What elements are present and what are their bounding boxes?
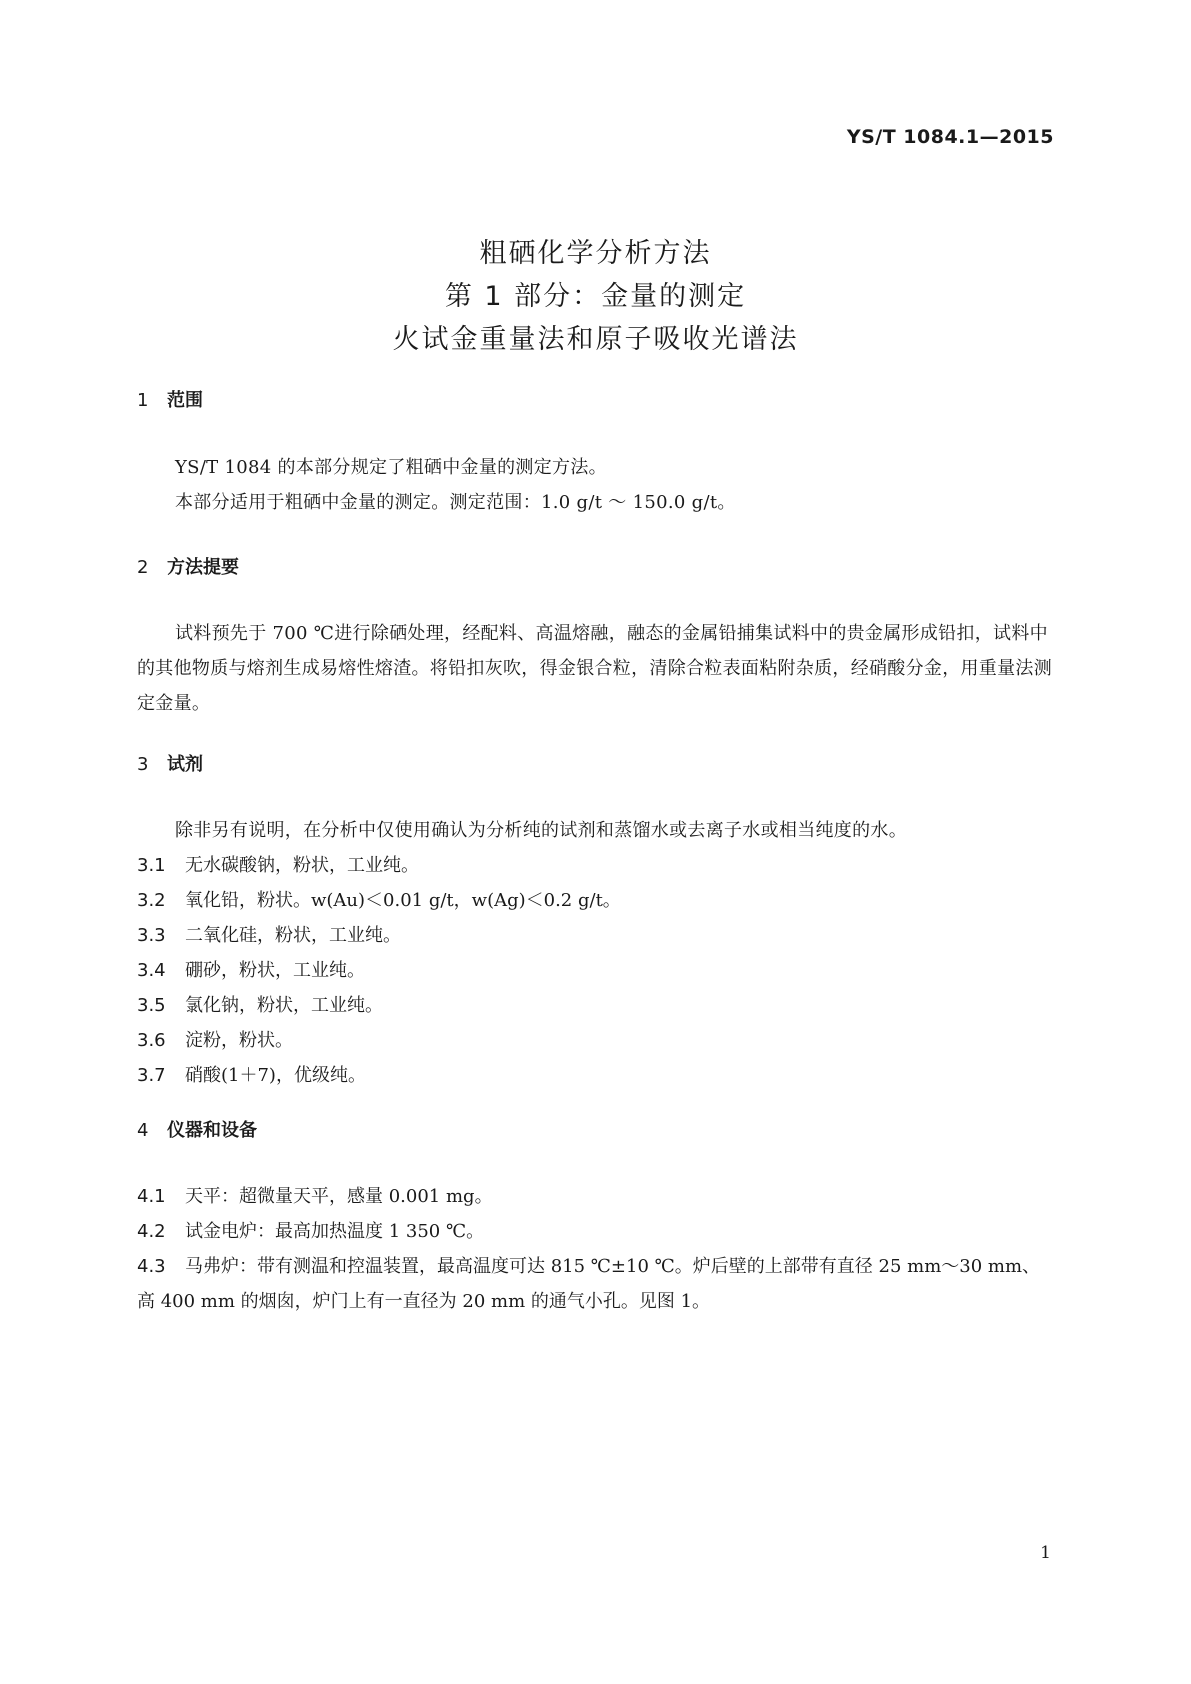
list-item: [137, 1179, 1057, 1214]
section-number: 2: [137, 557, 149, 578]
document-title: [0, 232, 1191, 361]
item-text: 淀粉，粉状。: [185, 1030, 293, 1051]
item-number: 4.3: [137, 1256, 166, 1277]
item-number: 4.1: [137, 1186, 166, 1207]
section-title: 试剂: [167, 754, 203, 775]
item-text: 天平：超微量天平，感量 0.001 mg。: [185, 1186, 493, 1207]
section-number: 3: [137, 754, 149, 775]
item-number: 3.7: [137, 1065, 166, 1086]
list-item: [137, 1249, 1057, 1319]
list-item: [137, 1058, 1057, 1093]
title-line-1: 粗硒化学分析方法: [479, 238, 712, 269]
section-3-intro: 除非另有说明，在分析中仅使用确认为分析纯的试剂和蒸馏水或去离子水或相当纯度的水。: [175, 820, 907, 841]
section-number: 1: [137, 390, 149, 411]
item-number: 3.4: [137, 960, 166, 981]
section-1-heading: [137, 386, 203, 412]
item-number: 3.3: [137, 925, 166, 946]
list-item: [137, 918, 1057, 953]
section-title: 方法提要: [167, 557, 239, 578]
title-line-3: 火试金重量法和原子吸收光谱法: [392, 324, 799, 355]
item-text: 氧化铅，粉状。w(Au)＜0.01 g/t，w(Ag)＜0.2 g/t。: [185, 890, 621, 911]
item-number: 4.2: [137, 1221, 166, 1242]
section-1-paragraph-2: 本部分适用于粗硒中金量的测定。测定范围：1.0 g/t ～ 150.0 g/t。: [175, 492, 736, 513]
list-item: [137, 883, 1057, 918]
page-number: 1: [1040, 1543, 1051, 1563]
item-text: 硼砂，粉状，工业纯。: [185, 960, 365, 981]
item-number: 3.2: [137, 890, 166, 911]
section-title: 仪器和设备: [167, 1120, 257, 1141]
item-number: 3.1: [137, 855, 166, 876]
title-line-2: 第 1 部分：金量的测定: [444, 281, 747, 312]
standard-code: YS/T 1084.1—2015: [846, 126, 1054, 148]
item-text: 硝酸(1＋7)，优级纯。: [185, 1065, 366, 1086]
section-2-heading: [137, 553, 239, 579]
list-item: [137, 988, 1057, 1023]
section-number: 4: [137, 1120, 149, 1141]
item-number: 3.6: [137, 1030, 166, 1051]
section-3-heading: [137, 750, 203, 776]
item-text: 马弗炉：带有测温和控温装置，最高温度可达 815 ℃±10 ℃。炉后壁的上部带有直径 25 mm～30 mm、高 400 mm 的烟囱，炉门上有一直径为 20 mm 的通气小孔。见图 1。: [137, 1256, 1041, 1312]
list-item: [137, 848, 1057, 883]
section-4-heading: [137, 1116, 257, 1142]
item-text: 二氧化硅，粉状，工业纯。: [185, 925, 401, 946]
list-item: [137, 1214, 1057, 1249]
section-2-paragraph: 试料预先于 700 ℃进行除硒处理，经配料、高温熔融，融态的金属铅捕集试料中的贵金属形成铅扣，试料中的其他物质与熔剂生成易熔性熔渣。将铅扣灰吹，得金银合粒，清除合粒表面粘附杂质，经硝酸分金，用重量法测定金量。: [137, 623, 1052, 714]
list-item: [137, 1023, 1057, 1058]
item-text: 无水碳酸钠，粉状，工业纯。: [185, 855, 419, 876]
section-1-paragraph-1: YS/T 1084 的本部分规定了粗硒中金量的测定方法。: [175, 457, 607, 478]
item-number: 3.5: [137, 995, 166, 1016]
section-title: 范围: [167, 390, 203, 411]
item-text: 试金电炉：最高加热温度 1 350 ℃。: [185, 1221, 485, 1242]
list-item: [137, 953, 1057, 988]
item-text: 氯化钠，粉状，工业纯。: [185, 995, 383, 1016]
